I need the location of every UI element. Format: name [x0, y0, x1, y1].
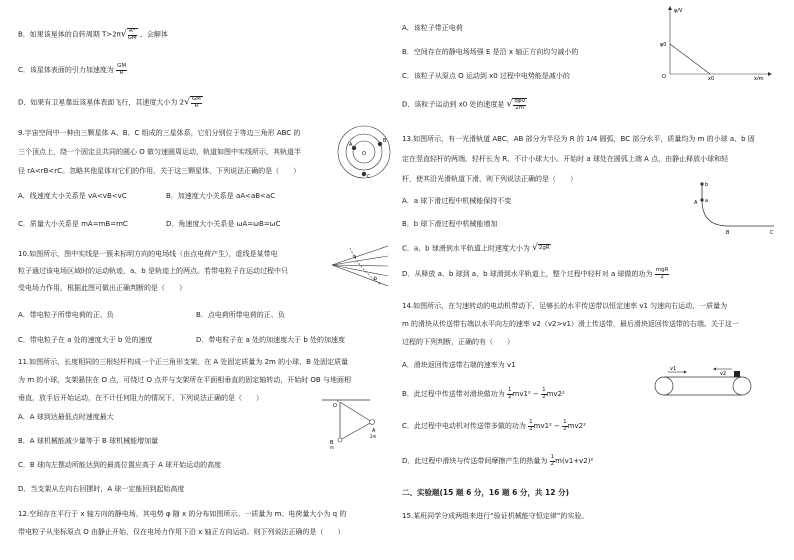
q13-stem-line3: 杆，使其沿光滑轨道下滑，则下列说法正确的是（ ） — [402, 175, 577, 183]
v1-label: v1 — [670, 366, 677, 372]
q9-stem-line2: 三个顶点上，绕一个固定且共同的圆心 O 做匀速圆周运动，轨道如图中实线所示，其轨道半 — [18, 148, 301, 156]
section-heading-experiments: 二、实验题(15 题 6 分，16 题 6 分，共 12 分) — [402, 488, 569, 497]
q13-figure — [690, 180, 778, 236]
q14-stem-line3: 过程的下列判断，正确的有（ ） — [402, 338, 514, 346]
label-o: O — [333, 403, 337, 409]
x-axis-label: x/m — [754, 76, 764, 80]
q13-stem-line2: 定在竖直轻杆的两端，轻杆长为 R，不计小球大小。开始时 a 球处在圆弧上端 A 点，由静止释放小球和轻 — [402, 155, 729, 163]
label-C: C — [770, 230, 774, 236]
q9-stem-line1: 9.宇宙空间中一种由三颗星体 A、B、C 组成的三星体系，它们分别位于等边三角形 ABC 的 — [18, 129, 301, 137]
ball-b — [338, 438, 342, 442]
q8-option-c[interactable]: C．该星体表面的引力加速度为 $\frac{GM}{R}$ — [18, 63, 127, 76]
q11-stem-line3: 垂直，放手后开始运动，在不计任何阻力的情况下，下列说法正确的是（ ） — [18, 394, 263, 402]
star-c — [362, 172, 366, 176]
q13-stem-line1: 13.如图所示，有一光滑轨道 ABC，AB 部分为半径为 R 的 1/4 圆弧，BC 部分水平，质量均为 m 的小球 a、b 固 — [402, 135, 755, 143]
phi0-label: φ0 — [660, 42, 667, 48]
q13-option-a[interactable]: A．a 球下滑过程中机械能保持不变 — [402, 197, 512, 205]
star-a — [352, 146, 356, 150]
q12-option-d[interactable]: D．该粒子运动到 x0 处的速度是 √ $\frac{q\varphi 0}{2m}$ — [402, 98, 526, 111]
q9-figure — [336, 124, 392, 180]
label-A: A — [694, 200, 698, 206]
ball-a — [700, 198, 703, 201]
q10-option-d[interactable]: D．带电粒子在 a 处的加速度大于 b 处的加速度 — [196, 336, 346, 344]
q12-option-a[interactable]: A．该粒子带正电荷 — [402, 24, 463, 32]
label-a: A — [372, 428, 376, 434]
q11-option-d[interactable]: D．当支架从左向右回摆时，A 球一定能回到起始高度 — [18, 485, 185, 493]
field-line-5 — [332, 265, 388, 286]
q9-stem-line3: 径 rA<rB<rC。忽略其他星体对它们的作用，关于这三颗星体，下列说法正确的是（ ） — [18, 167, 301, 175]
phi-line — [670, 44, 710, 74]
label-2m: 2m — [370, 434, 377, 439]
label-b: B — [383, 138, 387, 144]
label-m: m — [330, 445, 334, 450]
rod-ab — [340, 422, 372, 440]
point-b: b — [374, 276, 378, 282]
q14-stem-line1: 14.如图所示，在匀速转动的电动机带动下，足够长的水平传送带以恒定速率 v1 匀速向右运动，一质量为 — [402, 302, 728, 310]
q12-option-b[interactable]: B．空间存在的静电场场强 E 是沿 x 轴正方向均匀减小的 — [402, 48, 579, 56]
q10-option-a[interactable]: A．带电粒子所带电荷的正、负 — [18, 311, 114, 319]
q12-option-c[interactable]: C．该粒子从原点 O 运动到 x0 过程中电势能是减小的 — [402, 72, 570, 80]
q8-option-b[interactable]: B．如果该星体的自转周期 T>2π√ $\frac{\text{R³}}{GM}$ ，会解体 — [18, 28, 168, 41]
q11-stem-line1: 11.如图所示，长度相同的三根轻杆构成一个正三角形支架，在 A 处固定质量为 2m 的小球，B 处固定质量 — [18, 358, 349, 366]
field-line-3 — [332, 265, 388, 266]
point-a: a — [353, 254, 357, 260]
field-line-4 — [332, 265, 388, 276]
label-b: B — [330, 440, 334, 446]
label-B: B — [726, 230, 730, 236]
q15-stem: 15.某班同学分成两组来进行“验证机械能守恒定律”的实验。 — [402, 512, 589, 520]
left-column — [18, 0, 390, 560]
right-pulley — [733, 377, 751, 395]
q13-option-d[interactable]: D．从释放 a、b 球到 a、b 球滑到水平轨道上，整个过程中轻杆对 a 球做的功为 $\frac{\text{mgR}}{2}$ — [402, 267, 669, 280]
q11-stem-line2: 为 m 的小球，支架悬挂在 O 点，可绕过 O 点并与支架所在平面相垂直的固定轴转动，开始时 OB 与地面相 — [18, 376, 351, 384]
x0-label: x0 — [708, 76, 715, 80]
q11-option-a[interactable]: A．A 球到达最低点时速度最大 — [18, 413, 114, 421]
q8-option-d[interactable]: D．如果有卫星靠近该星体表面飞行，其速度大小为 2√ $\frac{GM}{R}$ — [18, 96, 201, 109]
label-c: C — [367, 174, 371, 180]
q12-stem-line1: 12.空间存在平行于 x 轴方向的静电场，其电势 φ 随 x 的分布如图所示。一质量为 m、电荷量大小为 q 的 — [18, 510, 347, 518]
q10-option-c[interactable]: C．带电粒子在 a 处的速度大于 b 处的速度 — [18, 336, 153, 344]
q11-option-c[interactable]: C．B 球向左摆动所能达到的最高位置应高于 A 球开始运动的高度 — [18, 461, 222, 469]
left-pulley — [655, 377, 673, 395]
q9-option-b[interactable]: B．加速度大小关系是 aA<aB<aC — [166, 192, 276, 200]
q9-option-c[interactable]: C．质量大小关系是 mA=mB=mC — [18, 220, 128, 228]
right-column — [402, 0, 780, 560]
q9-option-a[interactable]: A．线速度大小关系是 vA<vB<vC — [18, 192, 127, 200]
q14-option-d[interactable]: D．此过程中滑块与传送带间摩擦产生的热量为 $\frac{1}{2}$ m(v1+v2)² — [402, 454, 594, 467]
track — [702, 200, 774, 226]
q14-stem-line2: m 的滑块从传送带右端以水平向左的速率 v2（v2>v1）滑上传送带，最后滑块返回传送带的右端。关于这一 — [402, 320, 739, 328]
q10-stem-line3: 受电场力作用，根据此图可做出正确判断的是（ ） — [18, 284, 186, 292]
y-axis-label: φ/V — [674, 8, 683, 14]
field-line-2 — [332, 256, 388, 265]
ball-b — [700, 182, 703, 185]
label-a: A — [349, 142, 353, 148]
q10-stem-line2: 粒子通过该电场区域时的运动轨迹，a、b 是轨迹上的两点。若带电粒子在运动过程中只 — [18, 267, 288, 275]
q11-figure — [318, 396, 378, 450]
v2-label: v2 — [720, 371, 727, 377]
q12-potential-graph — [660, 4, 778, 80]
origin-label: O — [662, 74, 666, 80]
q14-option-c[interactable]: C．此过程中电动机对传送带多做的功为 $\frac{1}{2}$ mv1² − $\frac{1}{2}$ mv2² — [402, 419, 586, 432]
q9-option-d[interactable]: D．角速度大小关系是 ωA=ωB=ωC — [166, 220, 281, 228]
ball-a — [370, 420, 375, 425]
q11-option-b[interactable]: B．A 球机械能减少量等于 B 球机械能增加量 — [18, 437, 159, 445]
star-b — [378, 142, 382, 146]
q13-option-c[interactable]: C．a、b 球滑到水平轨道上时速度大小为 √2gR — [402, 243, 550, 253]
label-b: b — [705, 182, 709, 188]
q13-option-b[interactable]: B．b 球下滑过程中机械能增加 — [402, 220, 498, 228]
slider-block — [734, 371, 740, 377]
q14-conveyor-figure — [650, 366, 760, 406]
q14-option-a[interactable]: A．滑块返回传送带右端的速率为 v1 — [402, 361, 516, 369]
q14-option-b[interactable]: B．此过程中传送带对滑块做功为 $\frac{1}{2}$ mv1² − $\frac{1}{2}$ mv2² — [402, 387, 565, 400]
q10-figure — [330, 240, 390, 290]
label-o: O — [362, 151, 366, 157]
rod-oa — [340, 402, 372, 422]
q10-option-b[interactable]: B．点电荷所带电荷的正、负 — [196, 311, 285, 319]
label-a: a — [705, 198, 709, 204]
q10-stem-line1: 10.如图所示，图中实线是一簇未标明方向的电场线（由点电荷产生），虚线是某带电 — [18, 250, 278, 258]
q12-stem-line2: 带电粒子从坐标原点 O 由静止开始，仅在电场力作用下沿 x 轴正方向运动。则下列说法正确的是（ ） — [18, 528, 345, 536]
field-line-1 — [332, 246, 388, 265]
